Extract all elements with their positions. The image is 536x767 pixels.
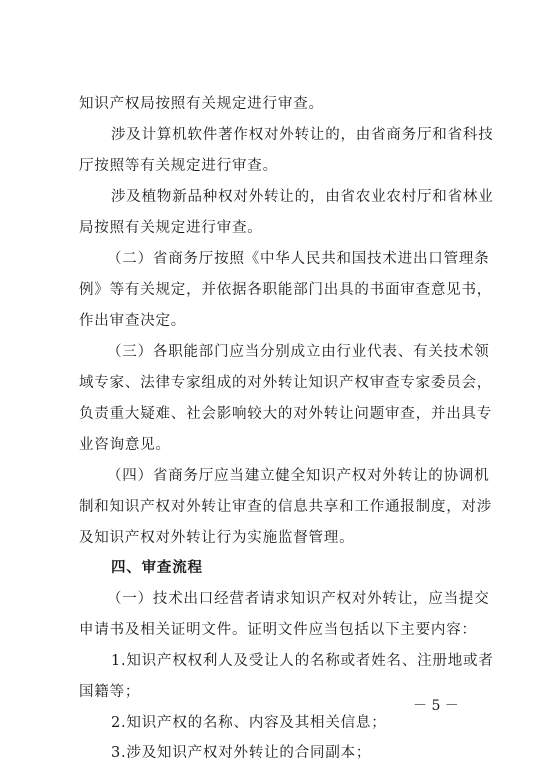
body-line: 业咨询意见。	[79, 437, 171, 453]
body-line: 负责重大疑难、社会影响较大的对外转让问题审查，并出具专	[79, 406, 493, 422]
body-line: 厅按照等有关规定进行审查。	[79, 158, 278, 174]
body-line: （三）各职能部门应当分别成立由行业代表、有关技术领	[107, 344, 490, 360]
page-number: － 5 －	[413, 698, 459, 714]
body-line: 涉及植物新品种权对外转让的，由省农业农村厅和省林业	[111, 189, 494, 205]
body-line: 1.知识产权权利人及受让人的名称或者姓名、注册地或者	[111, 653, 494, 669]
body-line: 作出审查决定。	[79, 313, 187, 329]
body-line: （一）技术出口经营者请求知识产权对外转让，应当提交	[107, 591, 490, 607]
body-line: 涉及计算机软件著作权对外转让的，由省商务厅和省科技	[111, 127, 494, 143]
body-line: 制和知识产权对外转让审查的信息共享和工作通报制度，对涉	[79, 499, 493, 515]
section-heading: 四、审查流程	[111, 560, 203, 576]
body-line: 3.涉及知识产权对外转让的合同副本；	[111, 745, 372, 761]
body-line: 知识产权局按照有关规定进行审查。	[79, 96, 324, 112]
body-line: 国籍等；	[79, 684, 141, 700]
body-line: （二）省商务厅按照《中华人民共和国技术进出口管理条	[107, 251, 490, 267]
body-line: 例》等有关规定，并依据各职能部门出具的书面审查意见书，	[79, 282, 493, 298]
body-line: 域专家、法律专家组成的对外转让知识产权审查专家委员会，	[79, 375, 493, 391]
body-line: 及知识产权对外转让行为实施监督管理。	[79, 530, 355, 546]
body-line: 局按照有关规定进行审查。	[79, 220, 263, 236]
body-line: 申请书及相关证明文件。证明文件应当包括以下主要内容：	[79, 622, 477, 638]
body-line: （四）省商务厅应当建立健全知识产权对外转让的协调机	[107, 468, 490, 484]
body-line: 2.知识产权的名称、内容及其相关信息；	[111, 715, 387, 731]
